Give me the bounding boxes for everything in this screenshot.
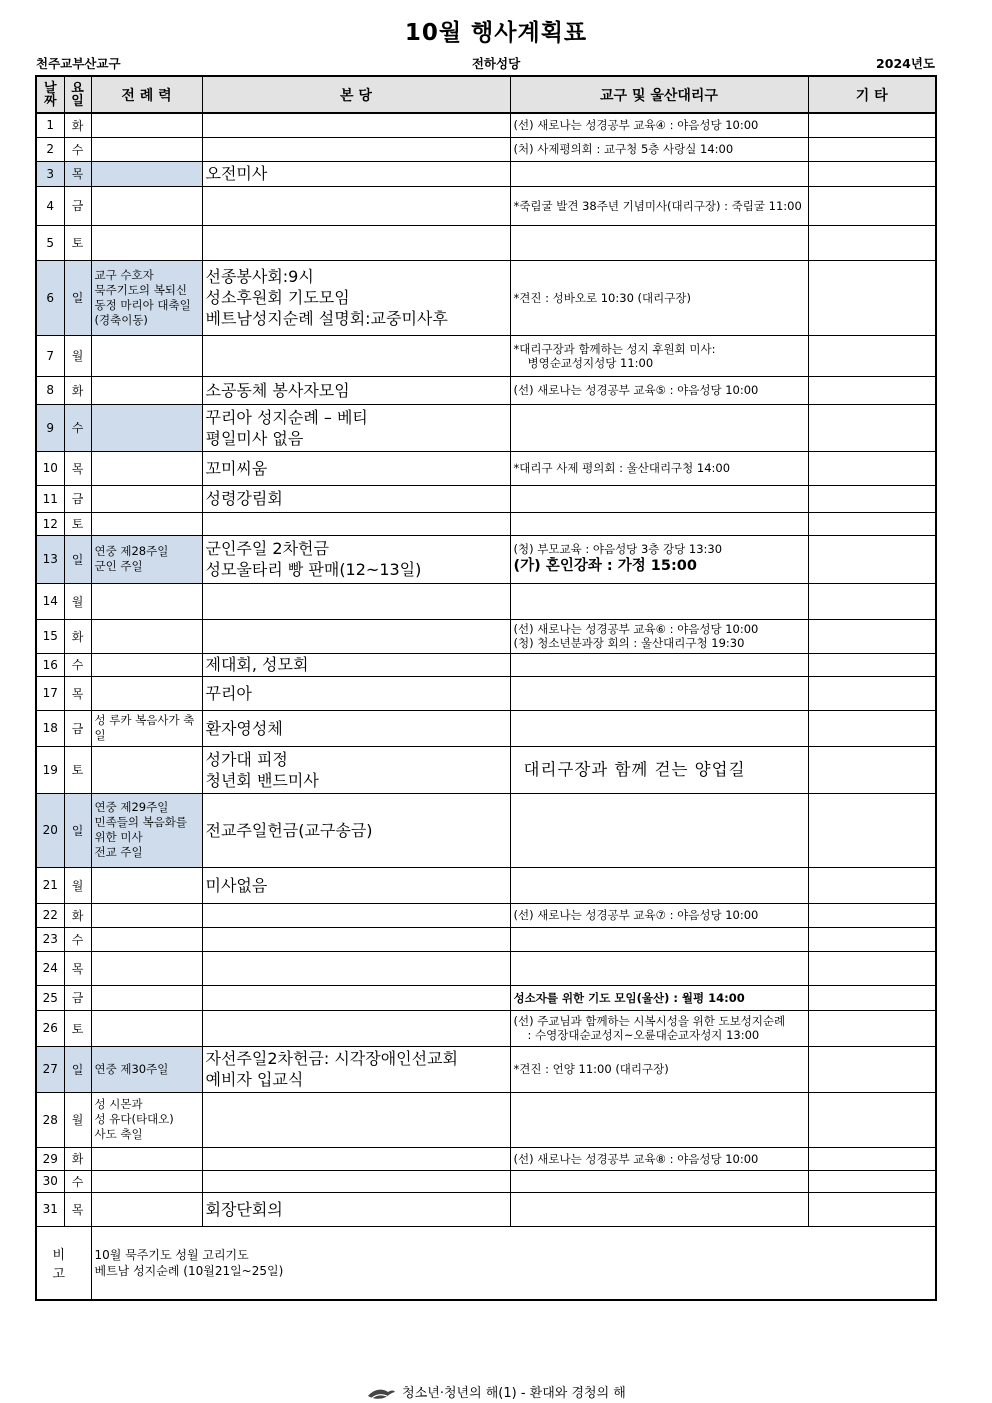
parish-cell: [202, 985, 510, 1010]
etc-cell: [808, 867, 936, 903]
date-cell: 1: [36, 113, 64, 137]
remarks-line: 10월 묵주기도 성월 고리기도: [94, 1247, 249, 1262]
remarks-line: 베트남 성지순례 (10월21일~25일): [94, 1263, 284, 1278]
weekday-cell: 금: [64, 710, 91, 746]
diocese-event-line: *견진 : 성바오로 10:30 (대리구장): [513, 290, 691, 305]
etc-cell: [808, 583, 936, 619]
diocese-cell: [510, 746, 808, 793]
parish-cell: [202, 1170, 510, 1192]
date-cell: 20: [36, 793, 64, 867]
diocese-cell: [510, 1147, 808, 1170]
parish-cell: [202, 676, 510, 710]
etc-cell: [808, 1170, 936, 1192]
liturgy-cell: [91, 583, 202, 619]
diocese-cell: [510, 903, 808, 927]
liturgy-line: 군인 주일: [94, 559, 143, 573]
weekday-cell: 화: [64, 113, 91, 137]
schedule-row: [36, 335, 936, 376]
etc-cell: [808, 676, 936, 710]
parish-event-line: 꼬미씨움: [205, 458, 268, 478]
parish-event-line: 미사없음: [205, 875, 268, 895]
diocese-cell: [510, 867, 808, 903]
etc-cell: [808, 1147, 936, 1170]
etc-cell: [808, 653, 936, 676]
etc-cell: [808, 1092, 936, 1147]
liturgy-cell: [91, 653, 202, 676]
diocese-event-line: (선) 새로나는 성경공부 교육⑥ : 야음성당 10:00: [513, 622, 759, 636]
weekday-cell: 금: [64, 485, 91, 512]
date-cell: 21: [36, 867, 64, 903]
etc-cell: [808, 1010, 936, 1046]
diocese-cell: [510, 951, 808, 985]
parish-cell: [202, 619, 510, 653]
schedule-row: [36, 1092, 936, 1147]
parish-cell: [202, 335, 510, 376]
parish-event-line: 소공동체 봉사자모임: [205, 380, 350, 400]
weekday-cell: 목: [64, 451, 91, 485]
liturgy-cell: [91, 186, 202, 225]
parish-cell: [202, 1010, 510, 1046]
diocese-cell: [510, 985, 808, 1010]
date-cell: 5: [36, 225, 64, 260]
date-cell: 23: [36, 927, 64, 951]
parish-event-line: 성모울타리 빵 판매(12~13일): [205, 560, 422, 579]
remarks-row: [36, 1226, 936, 1300]
parish-event-line: 예비자 입교식: [205, 1070, 304, 1089]
liturgy-line: 성 시몬과: [94, 1097, 143, 1111]
parish-cell: [202, 186, 510, 225]
liturgy-cell: [91, 927, 202, 951]
weekday-cell: 수: [64, 137, 91, 161]
liturgy-line: 전교 주일: [94, 845, 143, 859]
liturgy-cell: [91, 225, 202, 260]
header-day: 요 일: [64, 76, 91, 113]
weekday-cell: 일: [64, 260, 91, 335]
diocese-event-line: (청) 부모교육 : 야음성당 3층 강당 13:30: [513, 542, 723, 556]
liturgy-cell: [91, 1092, 202, 1147]
schedule-row: [36, 137, 936, 161]
schedule-row: [36, 903, 936, 927]
parish-event-line: 오전미사: [205, 164, 268, 183]
date-cell: 22: [36, 903, 64, 927]
parish-cell: [202, 535, 510, 583]
liturgy-cell: [91, 903, 202, 927]
parish-cell: [202, 1046, 510, 1092]
date-cell: 16: [36, 653, 64, 676]
etc-cell: [808, 137, 936, 161]
diocese-name: 천주교부산교구: [36, 56, 121, 71]
etc-cell: [808, 927, 936, 951]
diocese-cell: [510, 1192, 808, 1226]
parish-event-line: 꾸리아 성지순례 – 베티: [205, 407, 368, 427]
footer-text: 청소년·청년의 해(1) - 환대와 경청의 해: [402, 1386, 626, 1401]
diocese-cell: [510, 653, 808, 676]
parish-event-line: 베트남성지순례 설명회:교중미사후: [205, 309, 448, 328]
header-date: 날 짜: [36, 76, 64, 113]
date-cell: 14: [36, 583, 64, 619]
liturgy-cell: [91, 404, 202, 451]
schedule-row: [36, 867, 936, 903]
liturgy-cell: [91, 1192, 202, 1226]
weekday-cell: 수: [64, 404, 91, 451]
date-cell: 11: [36, 485, 64, 512]
schedule-row: [36, 951, 936, 985]
date-cell: 28: [36, 1092, 64, 1147]
diocese-event-line: (선) 새로나는 성경공부 교육④ : 야음성당 10:00: [513, 118, 759, 133]
schedule-row: [36, 225, 936, 260]
etc-cell: [808, 746, 936, 793]
etc-cell: [808, 903, 936, 927]
liturgy-cell: [91, 260, 202, 335]
weekday-cell: 토: [64, 225, 91, 260]
diocese-cell: [510, 676, 808, 710]
parish-cell: [202, 113, 510, 137]
liturgy-line: 성 유다(타대오): [94, 1112, 174, 1126]
etc-cell: [808, 710, 936, 746]
date-cell: 13: [36, 535, 64, 583]
remarks-body: [91, 1226, 936, 1300]
date-cell: 18: [36, 710, 64, 746]
diocese-event-line: (청) 청소년분과장 회의 : 울산대리구청 19:30: [513, 636, 745, 650]
date-cell: 15: [36, 619, 64, 653]
parish-event-line: 환자영성체: [205, 718, 283, 738]
diocese-cell: [510, 260, 808, 335]
liturgy-cell: [91, 1046, 202, 1092]
date-cell: 4: [36, 186, 64, 225]
diocese-cell: [510, 451, 808, 485]
weekday-cell: 일: [64, 535, 91, 583]
diocese-cell: [510, 535, 808, 583]
diocese-event-line: (선) 새로나는 성경공부 교육⑤ : 야음성당 10:00: [513, 383, 759, 397]
schedule-row: [36, 583, 936, 619]
liturgy-line: 묵주기도의 복되신: [94, 282, 188, 297]
schedule-row: [36, 161, 936, 186]
diocese-cell: [510, 186, 808, 225]
parish-cell: [202, 710, 510, 746]
schedule-row: [36, 927, 936, 951]
diocese-cell: [510, 1092, 808, 1147]
liturgy-line: (경축이동): [94, 312, 148, 327]
diocese-cell: [510, 793, 808, 867]
etc-cell: [808, 335, 936, 376]
header-main: 본 당: [202, 76, 510, 113]
remarks-label: 비 고: [36, 1226, 91, 1300]
etc-cell: [808, 535, 936, 583]
liturgy-cell: [91, 619, 202, 653]
liturgy-cell: [91, 161, 202, 186]
parish-cell: [202, 951, 510, 985]
diocese-event-line: *견진 : 언양 11:00 (대리구장): [513, 1062, 669, 1076]
weekday-cell: 목: [64, 676, 91, 710]
weekday-cell: 화: [64, 903, 91, 927]
parish-cell: [202, 161, 510, 186]
liturgy-cell: [91, 1170, 202, 1192]
schedule-row: [36, 376, 936, 404]
schedule-row: [36, 404, 936, 451]
date-cell: 7: [36, 335, 64, 376]
schedule-row: [36, 1046, 936, 1092]
liturgy-line: 연중 제28주일: [94, 544, 169, 558]
etc-cell: [808, 225, 936, 260]
date-cell: 31: [36, 1192, 64, 1226]
diocese-event-line: (선) 새로나는 성경공부 교육⑦ : 야음성당 10:00: [513, 908, 759, 922]
diocese-cell: [510, 376, 808, 404]
weekday-cell: 일: [64, 1046, 91, 1092]
parish-cell: [202, 512, 510, 535]
liturgy-line: 민족들의 복음화를: [94, 815, 188, 829]
liturgy-cell: [91, 1147, 202, 1170]
liturgy-cell: [91, 451, 202, 485]
diocese-cell: [510, 161, 808, 186]
parish-event-line: 전교주일헌금(교구송금): [205, 820, 373, 840]
schedule-row: [36, 260, 936, 335]
weekday-cell: 목: [64, 1192, 91, 1226]
header-row: [36, 76, 936, 113]
schedule-row: [36, 1192, 936, 1226]
weekday-cell: 월: [64, 1092, 91, 1147]
date-cell: 25: [36, 985, 64, 1010]
etc-cell: [808, 619, 936, 653]
diocese-cell: [510, 710, 808, 746]
diocese-cell: [510, 113, 808, 137]
liturgy-cell: [91, 376, 202, 404]
diocese-cell: [510, 485, 808, 512]
schedule-row: [36, 1147, 936, 1170]
parish-cell: [202, 927, 510, 951]
schedule-row: [36, 535, 936, 583]
parish-event-line: 꾸리아: [205, 683, 252, 703]
weekday-cell: 화: [64, 1147, 91, 1170]
year-label: 2024년도: [876, 56, 935, 71]
diocese-event-line: *죽림굴 발견 38주년 기념미사(대리구장) : 죽림굴 11:00: [513, 198, 802, 213]
parish-cell: [202, 404, 510, 451]
date-cell: 12: [36, 512, 64, 535]
weekday-cell: 월: [64, 867, 91, 903]
weekday-cell: 금: [64, 186, 91, 225]
parish-cell: [202, 137, 510, 161]
liturgy-cell: [91, 137, 202, 161]
header-liturgy: 전 례 력: [91, 76, 202, 113]
liturgy-line: 동정 마리아 대축일: [94, 297, 191, 312]
liturgy-line: 교구 수호자: [94, 267, 154, 282]
weekday-cell: 목: [64, 161, 91, 186]
liturgy-cell: [91, 676, 202, 710]
parish-cell: [202, 260, 510, 335]
liturgy-line: 사도 축일: [94, 1127, 143, 1141]
etc-cell: [808, 260, 936, 335]
weekday-cell: 월: [64, 583, 91, 619]
date-cell: 9: [36, 404, 64, 451]
weekday-cell: 금: [64, 985, 91, 1010]
diocese-cell: [510, 583, 808, 619]
diocese-event-line: : 수영장대순교성지~오륜대순교자성지 13:00: [527, 1028, 760, 1042]
parish-event-line: 성가대 피정: [205, 749, 288, 769]
parish-event-line: 군인주일 2차헌금: [205, 539, 329, 558]
diocese-event-line: (가) 혼인강좌 : 가정 15:00: [513, 558, 697, 574]
liturgy-cell: [91, 746, 202, 793]
parish-cell: [202, 376, 510, 404]
liturgy-cell: [91, 710, 202, 746]
liturgy-line: 성 루카 복음사가 축일: [94, 713, 195, 742]
diocese-event-line: (처) 사제평의회 : 교구청 5층 사랑실 14:00: [513, 142, 734, 156]
parish-event-line: 성령강림회: [205, 489, 283, 508]
parish-event-line: 제대회, 성모회: [205, 655, 309, 674]
liturgy-line: 위한 미사: [94, 830, 143, 844]
date-cell: 19: [36, 746, 64, 793]
diocese-event-line: *대리구 사제 평의회 : 울산대리구청 14:00: [513, 461, 731, 475]
liturgy-cell: [91, 951, 202, 985]
parish-cell: [202, 867, 510, 903]
date-cell: 3: [36, 161, 64, 186]
parish-event-line: 자선주일2차헌금: 시각장애인선교회: [205, 1049, 458, 1068]
etc-cell: [808, 376, 936, 404]
diocese-cell: [510, 225, 808, 260]
parish-event-line: 청년회 밴드미사: [205, 770, 319, 790]
diocese-event-line: 병영순교성지성당 11:00: [527, 355, 654, 370]
etc-cell: [808, 451, 936, 485]
liturgy-cell: [91, 512, 202, 535]
parish-cell: [202, 746, 510, 793]
parish-event-line: 선종봉사회:9시: [205, 267, 314, 286]
etc-cell: [808, 404, 936, 451]
etc-cell: [808, 1046, 936, 1092]
diocese-event-line: (선) 새로나는 성경공부 교육⑧ : 야음성당 10:00: [513, 1151, 759, 1166]
weekday-cell: 토: [64, 746, 91, 793]
diocese-cell: [510, 137, 808, 161]
etc-cell: [808, 161, 936, 186]
date-cell: 30: [36, 1170, 64, 1192]
weekday-cell: 월: [64, 335, 91, 376]
parish-cell: [202, 1092, 510, 1147]
liturgy-line: 연중 제30주일: [94, 1061, 169, 1076]
liturgy-cell: [91, 793, 202, 867]
parish-cell: [202, 225, 510, 260]
parish-cell: [202, 451, 510, 485]
diocese-event-line: 대리구장과 함께 걷는 양업길: [523, 759, 746, 779]
liturgy-cell: [91, 535, 202, 583]
etc-cell: [808, 1192, 936, 1226]
parish-event-line: 회장단회의: [205, 1199, 283, 1219]
diocese-cell: [510, 1046, 808, 1092]
parish-name: 전하성당: [471, 56, 521, 71]
schedule-row: [36, 746, 936, 793]
weekday-cell: 수: [64, 927, 91, 951]
parish-event-line: 평일미사 없음: [205, 428, 304, 448]
liturgy-cell: [91, 985, 202, 1010]
diocese-cell: [510, 1010, 808, 1046]
liturgy-line: 연중 제29주일: [94, 800, 169, 814]
schedule-row: [36, 113, 936, 137]
diocese-cell: [510, 404, 808, 451]
diocese-cell: [510, 619, 808, 653]
header-etc: 기 타: [808, 76, 936, 113]
parish-cell: [202, 1147, 510, 1170]
liturgy-cell: [91, 867, 202, 903]
schedule-row: [36, 1170, 936, 1192]
weekday-cell: 목: [64, 951, 91, 985]
date-cell: 29: [36, 1147, 64, 1170]
footer: [0, 1382, 992, 1401]
parish-cell: [202, 1192, 510, 1226]
parish-cell: [202, 903, 510, 927]
date-cell: 8: [36, 376, 64, 404]
diocese-event-line: *대리구장과 함께하는 성지 후원회 미사:: [513, 341, 716, 356]
etc-cell: [808, 793, 936, 867]
diocese-cell: [510, 1170, 808, 1192]
weekday-cell: 토: [64, 1010, 91, 1046]
schedule-row: [36, 619, 936, 653]
liturgy-cell: [91, 485, 202, 512]
date-cell: 10: [36, 451, 64, 485]
schedule-row: [36, 451, 936, 485]
parish-cell: [202, 793, 510, 867]
weekday-cell: 토: [64, 512, 91, 535]
liturgy-cell: [91, 335, 202, 376]
date-cell: 6: [36, 260, 64, 335]
date-cell: 17: [36, 676, 64, 710]
schedule-row: [36, 512, 936, 535]
diocese-cell: [510, 512, 808, 535]
date-cell: 27: [36, 1046, 64, 1092]
parish-cell: [202, 583, 510, 619]
schedule-row: [36, 676, 936, 710]
schedule-row: [36, 985, 936, 1010]
diocese-event-line: (선) 주교님과 함께하는 시복시성을 위한 도보성지순례: [513, 1014, 786, 1028]
date-cell: 2: [36, 137, 64, 161]
schedule-row: [36, 710, 936, 746]
diocese-cell: [510, 927, 808, 951]
etc-cell: [808, 985, 936, 1010]
date-cell: 26: [36, 1010, 64, 1046]
diocese-event-line: 성소자를 위한 기도 모임(울산) : 월평 14:00: [513, 990, 745, 1005]
schedule-row: [36, 1010, 936, 1046]
liturgy-cell: [91, 1010, 202, 1046]
header-diocese: 교구 및 울산대리구: [510, 76, 808, 113]
diocese-cell: [510, 335, 808, 376]
schedule-row: [36, 653, 936, 676]
etc-cell: [808, 186, 936, 225]
parish-cell: [202, 653, 510, 676]
dove-logo-icon: [366, 1387, 396, 1401]
page-title: 10월 행사계획표: [404, 20, 588, 46]
schedule-row: [36, 793, 936, 867]
date-cell: 24: [36, 951, 64, 985]
weekday-cell: 일: [64, 793, 91, 867]
etc-cell: [808, 113, 936, 137]
etc-cell: [808, 951, 936, 985]
schedule-row: [36, 485, 936, 512]
etc-cell: [808, 485, 936, 512]
parish-event-line: 성소후원회 기도모임: [205, 288, 350, 307]
etc-cell: [808, 512, 936, 535]
parish-cell: [202, 485, 510, 512]
schedule-table: [35, 75, 937, 1301]
weekday-cell: 수: [64, 653, 91, 676]
schedule-row: [36, 186, 936, 225]
weekday-cell: 화: [64, 619, 91, 653]
weekday-cell: 수: [64, 1170, 91, 1192]
weekday-cell: 화: [64, 376, 91, 404]
liturgy-cell: [91, 113, 202, 137]
